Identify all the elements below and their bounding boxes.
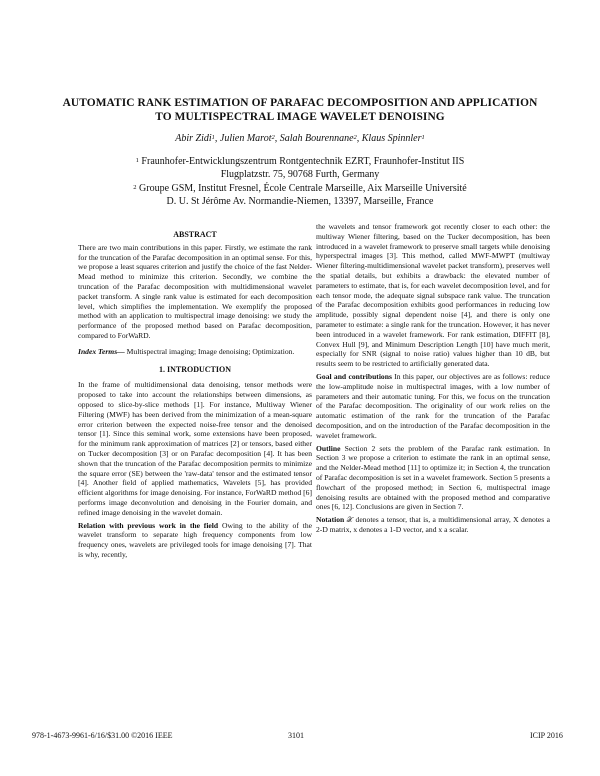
index-terms bbox=[78, 347, 312, 357]
intro-paragraph-related-work bbox=[78, 521, 312, 560]
author-name: Julien Marot bbox=[219, 133, 272, 144]
paper-title bbox=[60, 96, 540, 124]
affiliation-mark: 1 bbox=[135, 157, 139, 164]
index-terms-label: Index Terms— bbox=[78, 346, 125, 356]
abstract-text: There are two main contributions in this paper. Firstly, we estimate the rank for the truncation of the Parafac decomposition in an optimal sense. For this, we propose a least squares criterion and justify the choice of the fast Nelder-Mead method to minimize this criterion. Secondly, we combine the truncation of the Parafac decomposition with multidimensional wavelet packet transform. A single rank value is estimated for each decomposition level, which simplifies the implementation. We exemplify the proposed method with an application to multispectral image denoising: we study the performance of the proposed method based on Parafac decomposition, compared to ForWaRD. bbox=[78, 242, 312, 340]
paragraph-text: Owing to the ability of the wavelet transform to separate high frequency components from low frequency ones, wavelets are privileged tools for image denoising [7]. That is why, recently, bbox=[78, 520, 312, 559]
paragraph-text: In this paper, our objectives are as follows: reduce the low-amplitude noise in multispectral images, with a low number of parameters and their automatic tuning. For this, we focus on the truncation of the Parafac decomposition. The originality of our work relies on the automatic estimation of the rank for the truncation of the Parafac decomposition, and on the introduction of the Parafac decomposition in the wavelet framework. bbox=[316, 371, 550, 440]
affiliation-address: Flugplatzstr. 75, 90768 Furth, Germany bbox=[220, 169, 380, 180]
body-paragraph: the wavelets and tensor framework got recently closer to each other: the multiway Wiener filtering, based on the Tucker decomposition, has been introduced in a wavelet framework to preserve small targets while denoising hyperspectral images [3]. This method, called MWF-MWPT (multiway Wiener filtering-multidimensional wavelet packet transform), preserves well the spatial details, but exhibits a drawback: the elevated number of parameters to estimate, that is, for each wavelet decomposition level, and for each tensor mode, the adequate signal subspace rank value. The truncation of the Parafac decomposition exhibits good performances in reducing low amplitude, possibly signal dependent noise [4], and there is only one parameter to estimate: a single rank for the truncation. However, it has never been introduced in a wavelet framework. For rank estimation, DIFFIT [8], Convex Hull [9], and Minimum Description Length [10] have much merit, especially for SNR (signal to noise ratio) values higher than 10 dB, but results seem to be restricted to artificially generated data. bbox=[316, 222, 550, 369]
title-line-1: AUTOMATIC RANK ESTIMATION OF PARAFAC DECOMPOSITION AND APPLICATION bbox=[62, 97, 538, 109]
author-list: Abir Zidi$^1$, Julien Marot$^2$, Salah Bourennane$^2$, Klaus Spinnler$^1$ bbox=[175, 133, 425, 144]
footer-conference: ICIP 2016 bbox=[530, 731, 563, 740]
index-terms-text: Multispectral imaging; Image denoising; Optimization. bbox=[124, 346, 295, 356]
affiliation-address: D. U. St Jérôme Av. Normandie-Niemen, 13397, Marseille, France bbox=[166, 196, 434, 207]
author-affiliation-mark: 1 bbox=[211, 134, 215, 141]
author-affiliation-mark: 2 bbox=[353, 134, 357, 141]
title-line-2: TO MULTISPECTRAL IMAGE WAVELET DENOISING bbox=[155, 111, 445, 123]
author-name: Salah Bourennane bbox=[279, 133, 354, 144]
section-heading-introduction: 1. INTRODUCTION bbox=[158, 364, 231, 374]
affiliation-line: Groupe GSM, Institut Fresnel, École Centrale Marseille, Aix Marseille Université bbox=[139, 183, 467, 194]
author-name: Klaus Spinnler bbox=[361, 133, 422, 144]
affiliation-1 bbox=[60, 155, 540, 181]
affiliation-2 bbox=[60, 182, 540, 208]
goal-paragraph bbox=[316, 372, 550, 441]
footer-isbn: 978-1-4673-9961-6/16/$31.00 ©2016 IEEE bbox=[32, 731, 173, 740]
paragraph-text: Section 2 sets the problem of the Parafac rank estimation. In Section 3 we propose a criterion to estimate the rank in an optimal sense, and the Nelder-Mead method [11] to optimize it; in Section 4, the truncation of Parafac decomposition is set in a wavelet framework. Section 5 presents a flowchart of the proposed method; in Section 6, multispectral image denoising results are obtained with the proposed method and comparative ones [6, 12]. Conclusions are given in Section 7. bbox=[316, 443, 550, 512]
author-affiliation-mark: 1 bbox=[421, 134, 425, 141]
inline-heading: Outline bbox=[316, 443, 341, 453]
inline-heading: Relation with previous work in the field bbox=[78, 520, 219, 530]
left-column bbox=[78, 230, 312, 563]
abstract-heading: ABSTRACT bbox=[173, 230, 217, 239]
right-column bbox=[316, 222, 550, 538]
outline-paragraph bbox=[316, 444, 550, 513]
paragraph-text: 𝒳 denotes a tensor, that is, a multidimensional array, X denotes a 2-D matrix, x denotes a 1-D vector, and x a scalar. bbox=[316, 515, 550, 534]
affiliation-mark: 2 bbox=[133, 184, 137, 191]
inline-heading: Goal and contributions bbox=[316, 371, 392, 381]
affiliation-line: Fraunhofer-Entwicklungszentrum Rontgentechnik EZRT, Fraunhofer-Institut IIS bbox=[141, 156, 465, 167]
inline-heading: Notation bbox=[316, 515, 345, 525]
author-affiliation-mark: 2 bbox=[271, 134, 275, 141]
notation-paragraph bbox=[316, 515, 550, 535]
author-name: Abir Zidi bbox=[175, 133, 212, 144]
footer-page-number: 3101 bbox=[288, 731, 304, 740]
intro-paragraph: In the frame of multidimensional data denoising, tensor methods were proposed to take into account the relationships between dimensions, as opposed to slice-by-slice methods [1]. For instance, Multiway Wiener Filtering (MWF) has been derived from the minimization of a mean-square error criterion between the expected noise-free tensor and the denoised tensor [1]. Since this seminal work, some extensions have been proposed, for the minimum rank approximation of matrices [2] or tensors, based either on Tucker decomposition [3] or on Parafac decomposition [4]. It has been shown that the truncation of the Parafac decomposition permits to minimize the square error (SE) between the 'raw-data' tensor and the estimated tensor [4]. Another field of applied mathematics, Wavelets [5], has provided efficient algorithms for image denoising. For instance, ForWaRD method [6] performs image deconvolution and denoising in the Fourier domain, and refined image denoising in the wavelet domain. bbox=[78, 380, 312, 517]
